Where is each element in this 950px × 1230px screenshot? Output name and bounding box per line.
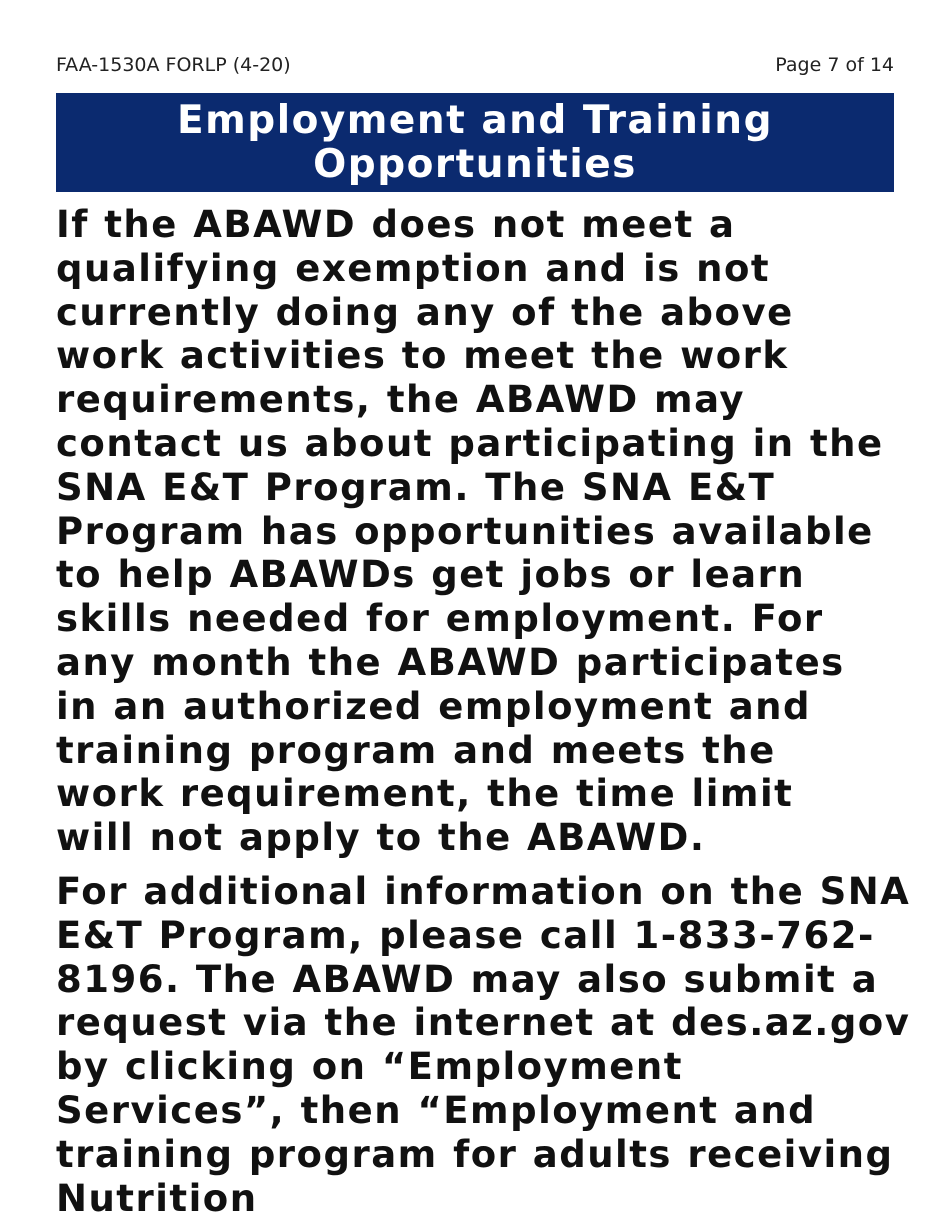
section-title-banner	[56, 93, 894, 192]
body-paragraph-contact-info: For additional information on the SNA E&T Program, please call 1-833-762-8196. The ABAWD may also submit a request via the internet at des.az.gov by clicking on “Employment Services”, then “Employment and training program for adults receiving Nutrition	[56, 870, 911, 1220]
page-header	[56, 52, 894, 78]
body-paragraph-eligibility: If the ABAWD does not meet a qualifying exemption and is not currently doing any of the above work activities to meet the work requirements, the ABAWD may contact us about participating in the SNA E&T Program. The SNA E&T Program has opportunities available to help ABAWDs get jobs or learn skills needed for employment. For any month the ABAWD participates in an authorized employment and training program and meets the work requirement, the time limit will not apply to the ABAWD.	[56, 203, 884, 860]
section-title: Employment and Training Opportunities	[177, 97, 773, 187]
form-id: FAA-1530A FORLP (4-20)	[56, 54, 291, 76]
page-number: Page 7 of 14	[775, 54, 894, 76]
